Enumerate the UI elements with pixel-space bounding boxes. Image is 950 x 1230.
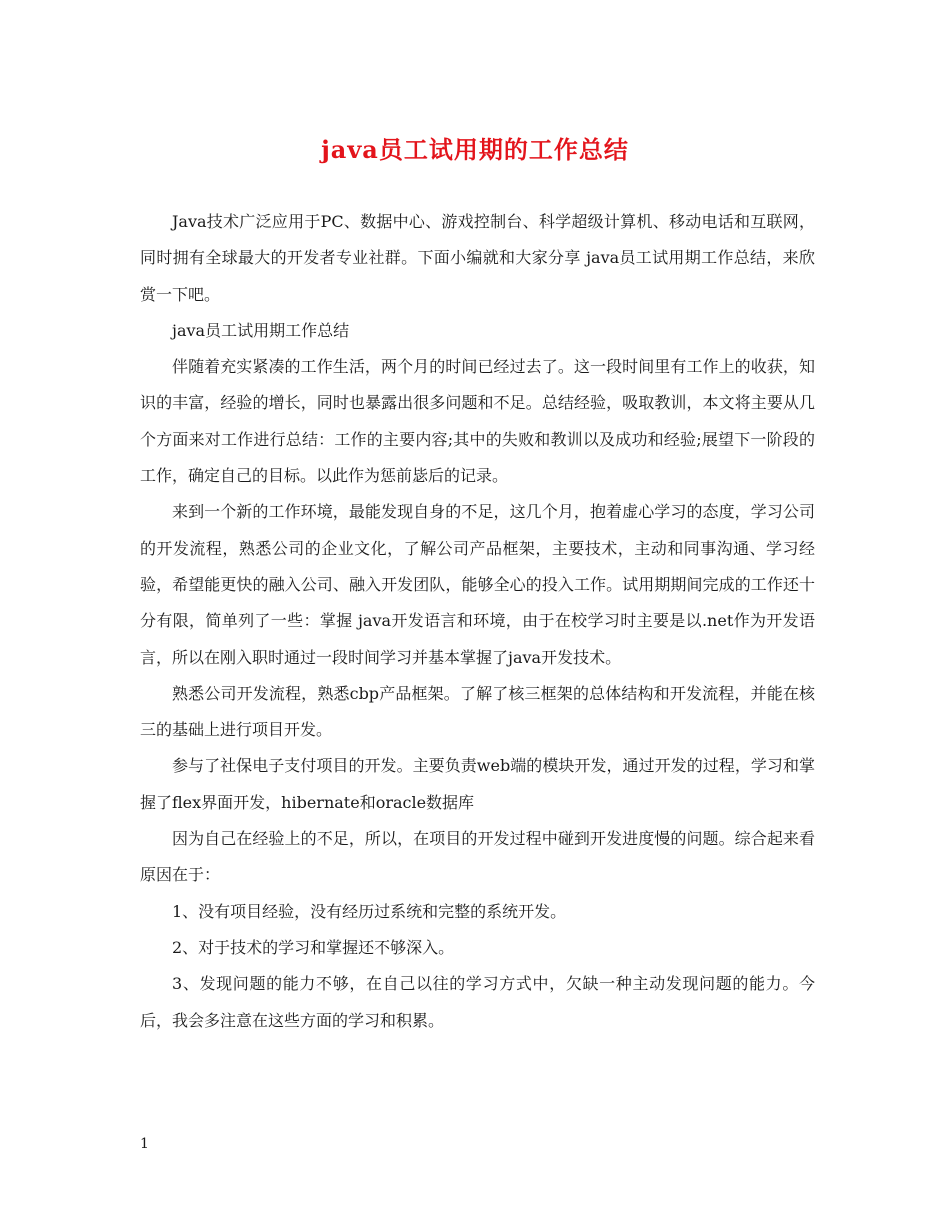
document-body (140, 204, 815, 1039)
page-number: 1 (140, 1136, 149, 1152)
list-item-1: 1、没有项目经验，没有经历过系统和完整的系统开发。 (172, 901, 567, 921)
paragraph-overview: 伴随着充实紧凑的工作生活，两个月的时间已经过去了。这一段时间里有工作上的收获，知识的丰富，经验的增长，同时也暴露出很多问题和不足。总结经验，吸取教训，本文将主要从几个方面来对工作进行总结：工作的主要内容;其中的失败和教训以及成功和经验;展望下一阶段的工作，确定自己的目标。以此作为惩前毖后的记录。 (140, 357, 815, 486)
paragraph-new-environment: 来到一个新的工作环境，最能发现自身的不足，这几个月，抱着虚心学习的态度，学习公司的开发流程，熟悉公司的企业文化，了解公司产品框架，主要技术，主动和同事沟通、学习经验，希望能更快的融入公司、融入开发团队，能够全心的投入工作。试用期期间完成的工作还十分有限，简单列了一些：掌握 java开发语言和环境，由于在校学习时主要是以.net作为开发语言，所以在刚入职时通过一段时间学习并基本掌握了java开发技术。 (140, 502, 815, 667)
paragraph-reasons: 因为自己在经验上的不足，所以，在项目的开发过程中碰到开发进度慢的问题。综合起来看原因在于： (140, 829, 815, 885)
list-item-2: 2、对于技术的学习和掌握还不够深入。 (172, 937, 455, 957)
paragraph-framework: 熟悉公司开发流程，熟悉cbp产品框架。了解了核三框架的总体结构和开发流程，并能在核三的基础上进行项目开发。 (140, 683, 815, 740)
paragraph-subheading: java员工试用期工作总结 (172, 320, 350, 340)
paragraph-intro: Java技术广泛应用于PC、数据中心、游戏控制台、科学超级计算机、移动电话和互联网，同时拥有全球最大的开发者专业社群。下面小编就和大家分享 java员工试用期工作总结，来欣赏一下吧。 (140, 212, 815, 304)
paragraph-project: 参与了社保电子支付项目的开发。主要负责web端的模块开发，通过开发的过程，学习和掌握了flex界面开发，hibernate和oracle数据库 (140, 756, 815, 812)
list-item-3: 3、发现问题的能力不够，在自己以往的学习方式中，欠缺一种主动发现问题的能力。今后，我会多注意在这些方面的学习和积累。 (140, 974, 815, 1030)
document-title: java员工试用期的工作总结 (321, 135, 629, 164)
